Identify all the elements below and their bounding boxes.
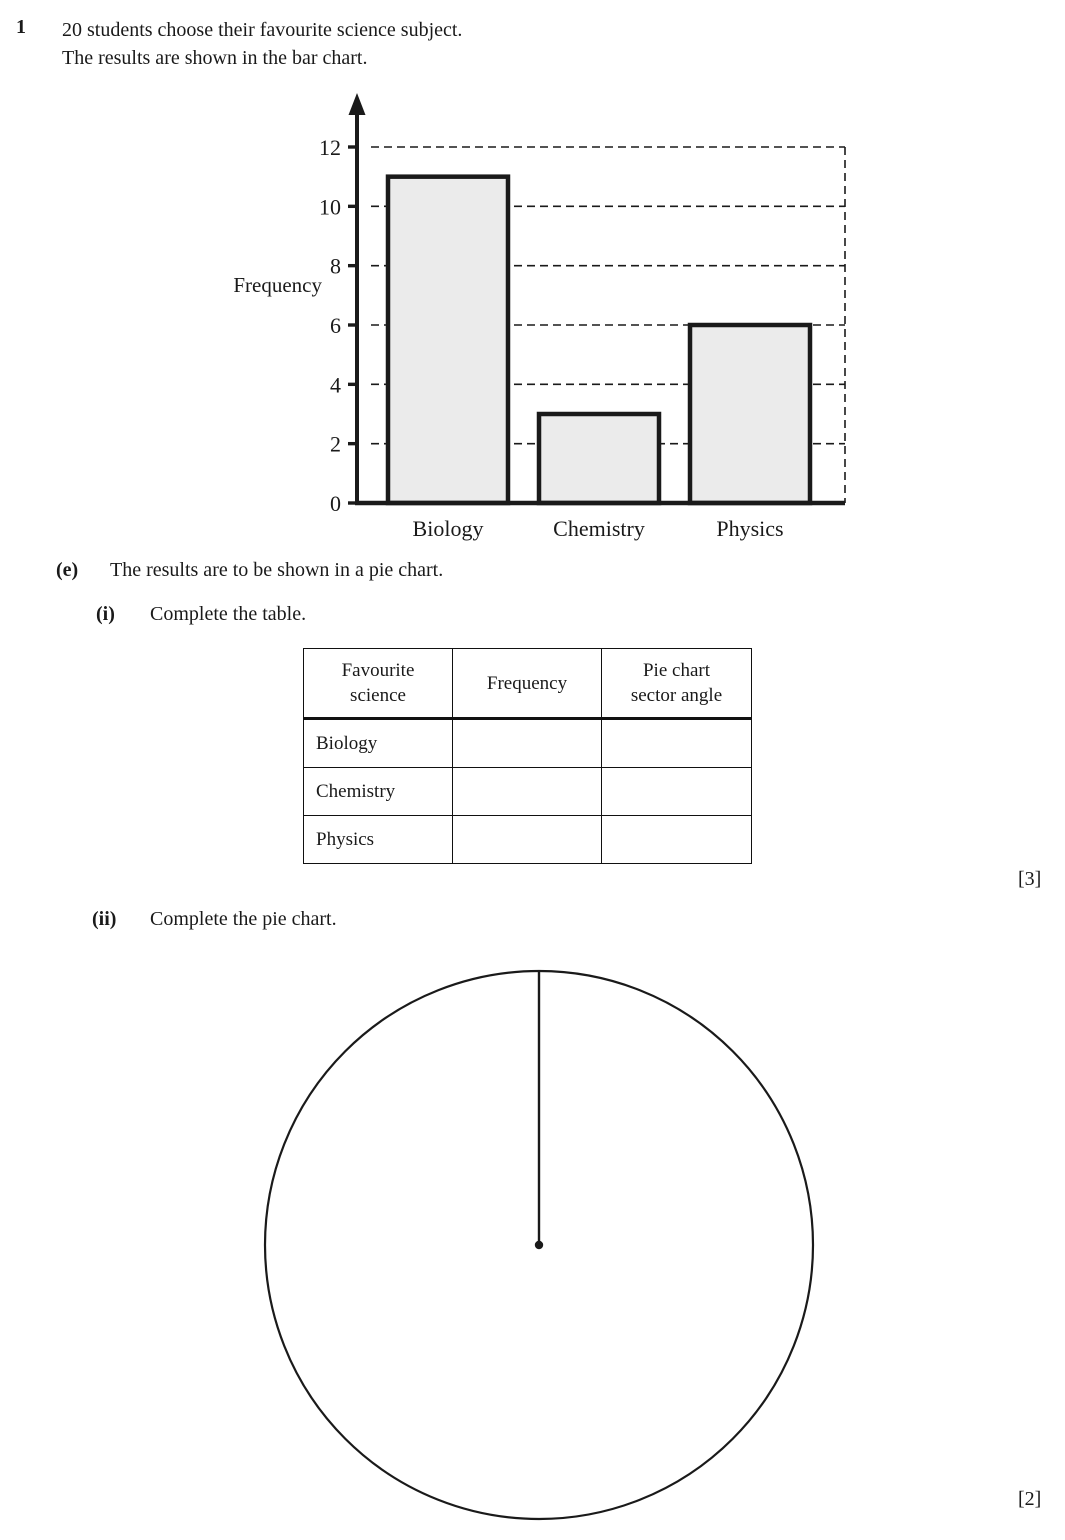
bar-biology <box>388 177 508 503</box>
part-ii-label: (ii) <box>92 908 117 930</box>
table-row <box>304 719 752 768</box>
table-header-sector-angle-line-2: sector angle <box>630 685 723 706</box>
bar-chart <box>0 85 1065 550</box>
table-header-favourite-science <box>304 649 453 719</box>
x-category-label: Chemistry <box>553 516 645 541</box>
part-i-label: (i) <box>96 603 115 625</box>
table-cell-subject: Chemistry <box>304 768 453 816</box>
table-cell-frequency-input[interactable] <box>453 768 602 816</box>
y-tick-label: 4 <box>330 372 341 398</box>
frequency-table <box>303 648 752 864</box>
y-tick-label: 0 <box>330 491 341 516</box>
part-e-text: The results are to be shown in a pie chart. <box>110 559 444 581</box>
table-header-sector-angle <box>602 649 752 719</box>
pie-chart-centre-dot <box>535 1241 543 1249</box>
table-row <box>304 768 752 816</box>
table-cell-subject: Biology <box>304 719 453 768</box>
table-cell-frequency-input[interactable] <box>453 816 602 864</box>
table-header-sector-angle-line-1: Pie chart <box>642 660 710 681</box>
pie-chart <box>0 940 1065 1540</box>
bar-chart-bars <box>388 177 810 503</box>
table-cell-subject: Physics <box>304 816 453 864</box>
bar-chart-y-tick-labels <box>319 135 341 516</box>
table-cell-angle-input[interactable] <box>602 816 752 864</box>
y-tick-label: 10 <box>319 194 341 220</box>
y-tick-label: 12 <box>319 135 341 160</box>
marks-part-ii: [2] <box>1018 1488 1042 1510</box>
bar-physics <box>690 325 810 503</box>
question-stem-line-2: The results are shown in the bar chart. <box>62 47 368 69</box>
table-row <box>304 816 752 864</box>
question-stem <box>62 16 462 72</box>
part-ii-text: Complete the pie chart. <box>150 908 337 930</box>
table-cell-frequency-input[interactable] <box>453 719 602 768</box>
bar-chart-y-axis-label: Frequency <box>233 273 322 297</box>
y-tick-label: 8 <box>330 253 341 279</box>
part-i-text: Complete the table. <box>150 603 307 625</box>
table-header-frequency: Frequency <box>453 649 602 719</box>
part-e-label: (e) <box>56 559 79 581</box>
y-tick-label: 2 <box>330 431 341 457</box>
table-cell-angle-input[interactable] <box>602 768 752 816</box>
question-stem-line-1: 20 students choose their favourite science subject. <box>62 19 463 41</box>
bar-chemistry <box>539 414 659 503</box>
x-category-label: Physics <box>716 516 784 541</box>
table-header-favourite-science-line-2: science <box>350 685 406 706</box>
marks-part-i: [3] <box>1018 868 1042 890</box>
bar-chart-x-tick-labels <box>413 516 784 541</box>
question-number: 1 <box>16 16 26 38</box>
y-tick-label: 6 <box>330 313 341 338</box>
table-header-favourite-science-line-1: Favourite <box>341 660 415 681</box>
table-header-row <box>304 649 752 719</box>
table-cell-angle-input[interactable] <box>602 719 752 768</box>
x-category-label: Biology <box>412 516 484 541</box>
